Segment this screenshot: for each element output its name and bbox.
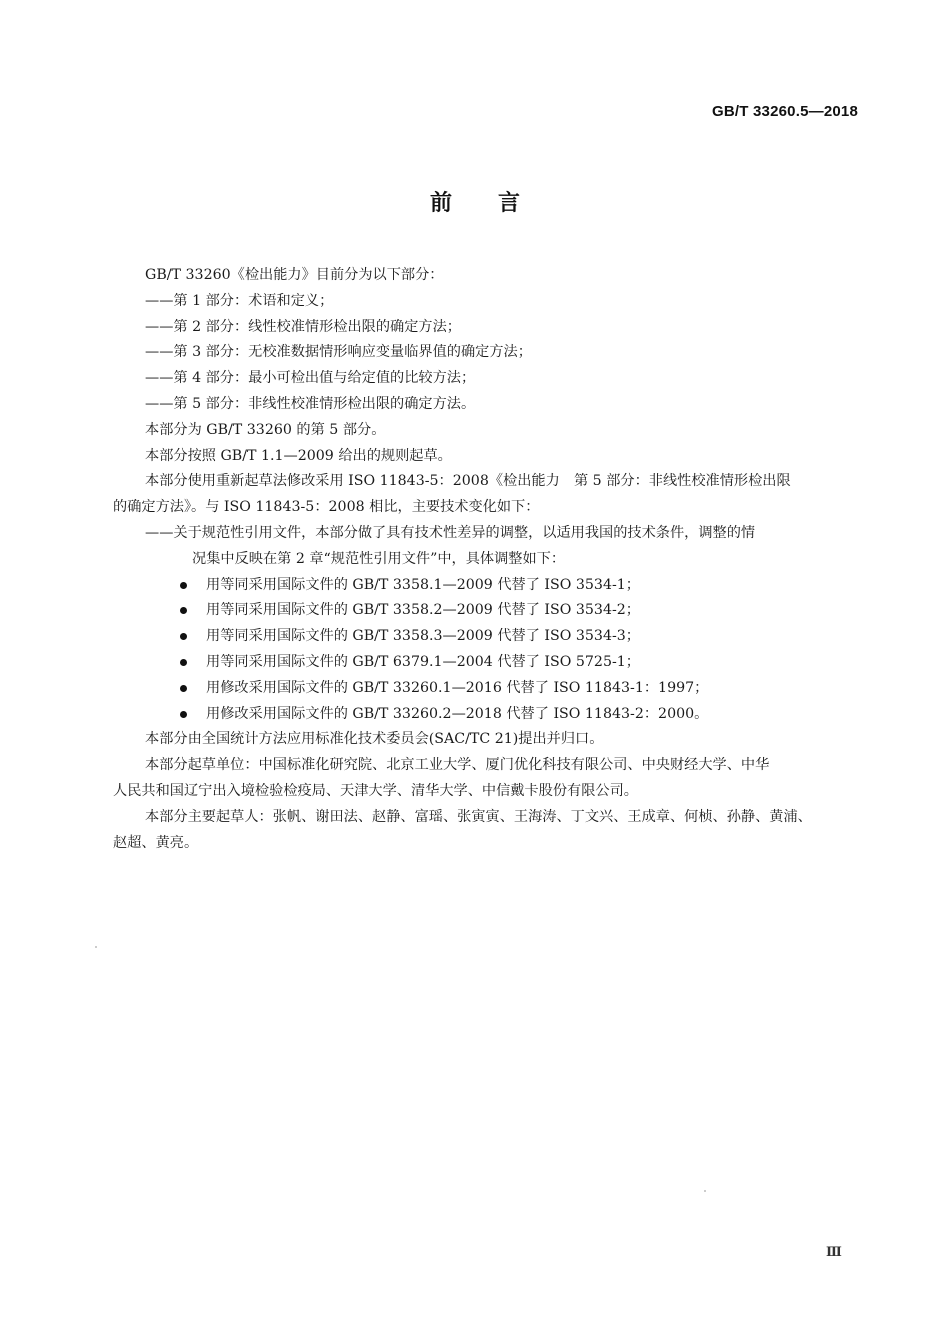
foreword-body [113,263,858,856]
part-list-item: ——第 3 部分：无校准数据情形响应变量临界值的确定方法； [145,344,532,361]
bullet-item [113,624,858,650]
scan-speck [704,1190,706,1192]
part-list-item: ——第 2 部分：线性校准情形检出限的确定方法； [145,318,461,335]
standard-number-header: GB/T 33260.5—2018 [712,103,858,120]
drafting-units-line-1: 本部分起草单位：中国标准化研究院、北京工业大学、厦门优化科技有限公司、中央财经大学、中华 [145,757,770,774]
scan-speck [95,946,97,948]
part-list-item: ——第 1 部分：术语和定义； [145,292,334,309]
part-list-item: ——第 5 部分：非线性校准情形检出限的确定方法。 [145,395,476,412]
drafting-units-line-2: 人民共和国辽宁出入境检验检疫局、天津大学、清华大学、中信戴卡股份有限公司。 [113,782,638,799]
bullet-item [113,650,858,676]
drafters-line-1: 本部分主要起草人：张帆、谢田法、赵静、富瑶、张寅寅、王海涛、丁文兴、王成章、何桢、孙静、黄浦、 [145,808,812,825]
bullet-icon [180,711,187,718]
drafters-line-2: 赵超、黄亮。 [113,834,199,851]
adoption-paragraph-line-1: 本部分使用重新起草法修改采用 ISO 11843-5：2008《检出能力 第 5 部分：非线性校准情形检出限 [145,473,791,490]
adoption-paragraph-line-2: 的确定方法》。与 ISO 11843-5：2008 相比，主要技术变化如下： [113,499,540,516]
bullet-text: 用等同采用国际文件的 GB/T 6379.1—2004 代替了 ISO 5725-1； [206,653,640,670]
page-title: 前言 [429,191,566,216]
change-item-line-2: 况集中反映在第 2 章“规范性引用文件”中，具体调整如下： [192,550,566,567]
bullet-text: 用修改采用国际文件的 GB/T 33260.2—2018 代替了 ISO 11843-2：2000。 [206,705,709,722]
bullet-item [113,676,858,702]
bullet-text: 用等同采用国际文件的 GB/T 3358.2—2009 代替了 ISO 3534-2； [206,602,640,619]
part-list-item: ——第 4 部分：最小可检出值与给定值的比较方法； [145,370,476,387]
bullet-text: 用修改采用国际文件的 GB/T 33260.1—2016 代替了 ISO 11843-1：1997； [206,679,709,696]
drafting-rules-paragraph: 本部分按照 GB/T 1.1—2009 给出的规则起草。 [145,447,452,464]
bullet-text: 用等同采用国际文件的 GB/T 3358.1—2009 代替了 ISO 3534-1； [206,576,640,593]
page-number: Ⅲ [826,1245,842,1260]
proposed-by-paragraph: 本部分由全国统计方法应用标准化技术委员会(SAC/TC 21)提出并归口。 [145,731,604,748]
this-part-paragraph: 本部分为 GB/T 33260 的第 5 部分。 [145,421,386,438]
bullet-icon [180,659,187,666]
bullet-item [113,573,858,599]
bullet-text: 用等同采用国际文件的 GB/T 3358.3—2009 代替了 ISO 3534-3； [206,628,640,645]
intro-paragraph: GB/T 33260《检出能力》目前分为以下部分： [145,267,444,283]
bullet-item [113,702,858,728]
bullet-icon [180,685,187,692]
bullet-icon [180,582,187,589]
change-item-line-1: ——关于规范性引用文件，本部分做了具有技术性差异的调整，以适用我国的技术条件，调整的情 [145,524,756,541]
bullet-item [113,598,858,624]
